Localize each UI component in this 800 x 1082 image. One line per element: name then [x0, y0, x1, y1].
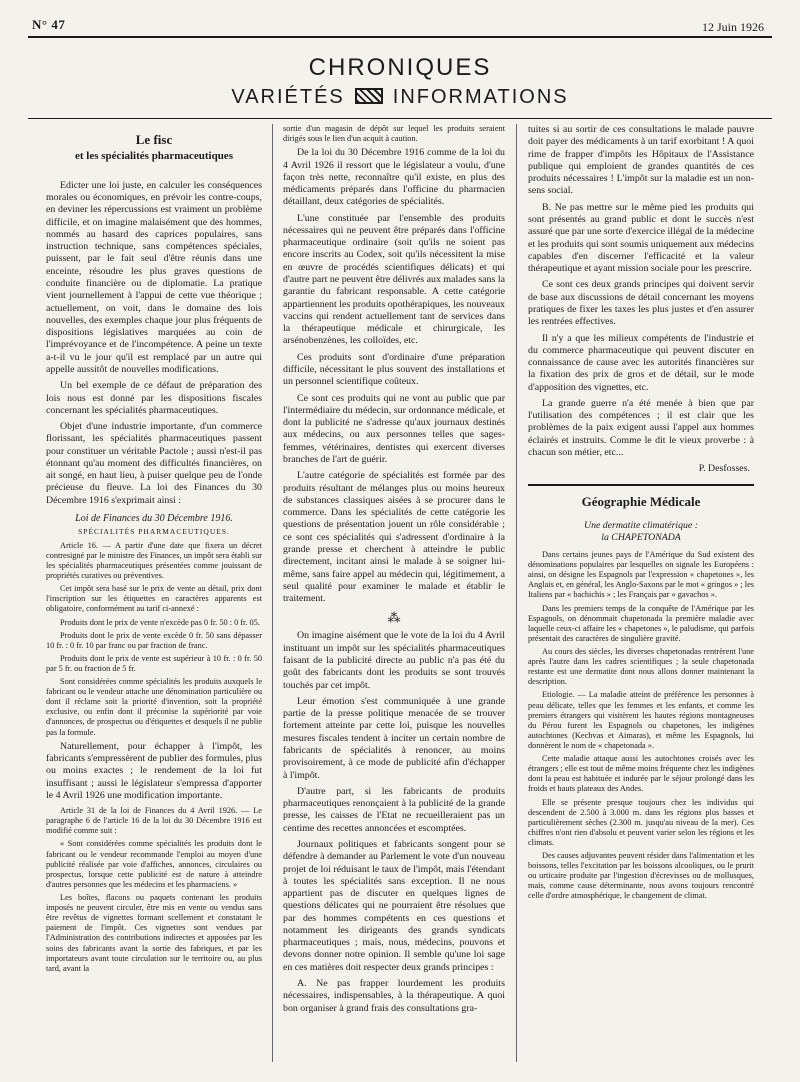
law-paragraph: sortie d'un magasin de dépôt sur lequel les produits seraient dirigés sous le lien d'un acquit à caution.	[283, 124, 505, 144]
column-2	[283, 124, 505, 1062]
issue-number: N° 47	[32, 17, 66, 32]
ornament-icon	[355, 88, 383, 104]
masthead-title: CHRONIQUES	[308, 54, 492, 81]
author-signature: P. Desfosses.	[698, 463, 750, 475]
article-subtitle: et les spécialités pharmaceutiques	[75, 150, 233, 163]
issue-date: 12 Juin 1926	[701, 20, 764, 34]
paragraph: Ce sont ces produits qui ne vont au public que par l'intermédiaire du médecin, sur ordonnance médicale, et dont la publicité ne s'adresse qu'aux journaux destinés aux médecins, ou aux personnes telles que sages-femmes, vétérinaires, dentistes qui exercent diverses branches de l'art de guérir.	[283, 392, 505, 465]
paragraph: Ce sont ces deux grands principes qui doivent servir de base aux discussions de détail concernant les moyens pratiques de fixer les taxes les plus justes et d'en assurer les rentrées effectives.	[528, 279, 754, 328]
section-break-stars: ⁂	[387, 610, 401, 626]
article-title: Le fisc	[135, 132, 173, 147]
law-paragraph: Article 16. — A partir d'une date que fixera un décret contresigné par le ministre des Finances, un impôt sera établi sur les spécialités pharmaceutiques présentées comme jouissant de propriétés curatives ou préventives.	[46, 540, 262, 581]
paragraph: Elle se présente presque toujours chez les individus qui descendent de 2.500 à 3.000 m. dans les régions plus basses et particulièrement sèches (2.300 m. jusqu'au niveau de la mer). Ces chiffres n'ont rien d'absolu et peuvent varier selon les régions et les climats.	[528, 797, 754, 847]
law-paragraph: Sont considérées comme spécialités les produits auxquels le fabricant ou le vendeur attache une dénomination particulière ou dont il réclame soit la priorité d'invention, soit la propriété exclusive, ou enfin dont il préconise la supériorité par voie d'annonces, de prospectus ou d'étiquettes et desquels il ne publie pas la formule.	[46, 677, 262, 737]
paragraph: Il n'y a que les milieux compétents de l'industrie et du commerce pharmaceutique qui peuvent discuter en connaissance de cause avec les autorités financières sur la fixation des prix de gros et de détail, sur le mode d'apposition des vignettes, etc.	[528, 332, 754, 393]
law-subtitle: SPÉCIALITÉS PHARMACEUTIQUES.	[78, 527, 230, 537]
masthead-right-word: INFORMATIONS	[392, 86, 569, 108]
paragraph: On imagine aisément que le vote de la loi du 4 Avril instituant un impôt sur les spécialités pharmaceutiques faisant de la publicité directe au public n'a pas été du goût des fabricants dont les produits se sont trouvés touchés par cet impôt.	[283, 630, 505, 691]
paragraph: Au cours des siècles, les diverses chapetonadas rentrèrent l'une après l'autre dans les cadres scientifiques ; la seule chapetonada restante est une dermatite dont nous allons donner maintenant la description.	[528, 646, 754, 687]
paragraph: Journaux politiques et fabricants songent pour se défendre à demander au Parlement le vote d'un nouveau projet de loi réduisant le taux de l'impôt, mais l'étendant à toutes les spécialités sans exception. Il ne nous appartient pas de discuter en quelques lignes de questions délicates qui ne pourraient être résolues que par des hommes compétents en ces questions et notamment les dirigeants des grands syndicats pharmaceutiques ; mais, nous, médecins, pouvons et devons donner notre opinion. Il semble qu'une loi sage en ces matières doit respecter deux grands principes :	[283, 838, 505, 973]
masthead-subtitle	[0, 86, 800, 109]
law-paragraph: Produits dont le prix de vente est supérieur à 10 fr. : 0 fr. 50 par 5 fr. ou fraction de 5 fr.	[46, 653, 262, 673]
article-body	[528, 550, 754, 902]
paragraph: L'une constituée par l'ensemble des produits nécessaires qui ne peuvent être préparés dans l'officine pharmaceutique ordinaire (soit qu'ils ne soient pas encore inscrits au Codex, soit qu'ils nécessitent la mise en œuvre de procédés scientifiques délicats) et qui d'autre part ne peuvent être délivrés aux malades sans la garantie du fabricant responsable. A cette catégorie appartiennent les produits opothérapiques, les nouveaux vaccins qui rendent actuellement tant de services dans la thérapeutique médicale et chirurgicale, les arsénobenzènes, les colloïdes, etc.	[283, 212, 505, 347]
paragraph: Objet d'une industrie importante, d'un commerce florissant, les spécialités pharmaceutiques passent pour constituer un véritable Pactole ; aussi n'est-il pas étonnant qu'au moment des difficultés financières, on ait songé, en haut lieu, à puiser quelque peu de l'onde précieuse du fleuve. La loi des Finances du 30 Décembre 1916 s'exprimait ainsi :	[46, 421, 262, 506]
column-divider	[516, 124, 517, 1062]
paragraph: Edicter une loi juste, en calculer les conséquences morales ou économiques, en prévoir les contre-coups, en deviner les répercussions est vraiment un problème difficile, et on imagine malaisément que des hommes, nommés au hasard des caprices populaires, sans instruction technique, sans compétences spéciales, puissent, par le fait seul d'être réunis dans une enceinte, résoudre les plus graves questions de conduite financière ou de diplomatie. La pratique vient journellement à l'appui de cette vue théorique ; actuellement, on voit, dans le domaine des lois nouvelles, des exemples chaque jour plus fréquents de dispositions législatives marquées au coin de l'imprévoyance et de l'incompétence. A peine un texte a-t-il vu le jour qu'il est remplacé par un autre qui appelle aussitôt de nouvelles modifications.	[46, 179, 262, 375]
paragraph: Un bel exemple de ce défaut de préparation des lois nous est donné par les dispositions fiscales concernant les spécialités pharmaceutiques.	[46, 380, 262, 416]
paragraph: tuites si au sortir de ces consultations le malade pauvre doit payer des médicaments à un tarif exorbitant ! A quoi rime de frapper d'impôts les Hôpitaux de l'Assistance publique qui emploient de grandes quantités de ces produits nécessaires ! L'impôt sur la maladie est un non-sens social.	[528, 124, 754, 197]
paragraph: A. Ne pas frapper lourdement les produits nécessaires, indispensables, à la thérapeutique. A quoi bon organiser à grand frais des consultations gra-	[283, 978, 505, 1014]
paragraph: Leur émotion s'est communiquée à une grande partie de la presse politique menacée de se trouver fortement atteinte par cette loi, puisque les nouvelles mesures fiscales tendent à inciter un certain nombre de fabricants de spécialités à renoncer, au moins provisoirement, à ce mode de publicité afin d'échapper à l'impôt.	[283, 695, 505, 781]
column-1	[46, 124, 262, 1062]
law-paragraph: Produits dont le prix de vente n'excède pas 0 fr. 50 : 0 fr. 05.	[60, 617, 260, 627]
paragraph: Naturellement, pour échapper à l'impôt, les fabricants s'empressèrent de publier des formules, plus ou moins exactes ; le rendement de la loi fut insuffisant ; aussi le législateur s'empressa d'apporter le 4 Avril 1926 une modification importante.	[46, 740, 262, 801]
paragraph: Etiologie. — La maladie atteint de préférence les personnes à peau délicate, telles que les femmes et les enfants, et comme les premiers étrangers qui visitèrent les hautes régions montagneuses du Pérou furent les Espagnols ou chapetones, les indigènes autochtones (Kechvas et Aimaras), et même les Espagnols, lui donnèrent le nom de « chapetonada ».	[528, 690, 754, 750]
paragraph: L'autre catégorie de spécialités est formée par des produits résultant de mélanges plus ou moins heureux de substances classiques aisées à se procurer dans le commerce. Dans les spécialités de cette catégorie les questions de présentation jouent un rôle considérable ; ce sont ces spécialités qui s'adressent d'ordinaire à la grande presse et cherchent à atteindre le public directement, incitant ainsi le malade à se soigner lui-même, sans faire appel au médecin qui, légitimement, a seul qualité pour examiner le malade et établir le traitement.	[283, 470, 505, 605]
paragraph: Ces produits sont d'ordinaire d'une préparation difficile, nécessitant le plus souvent des installations et un personnel scientifique coûteux.	[283, 351, 505, 388]
masthead-left-word: VARIÉTÉS	[231, 86, 345, 108]
law-paragraph: Produits dont le prix de vente excède 0 fr. 50 sans dépasser 10 fr. : 0 fr. 10 par franc ou par fraction de franc.	[46, 630, 262, 650]
paragraph: Dans les premiers temps de la conquête de l'Amérique par les Espagnols, on dénommait chapetonada la première maladie avec laquelle ceux-ci affaire les « chapetones », le paludisme, qui parfois présentait des caractères de singulière gravité.	[528, 603, 754, 643]
article-subtitle: la CHAPETONADA	[601, 531, 681, 543]
column-3	[528, 124, 754, 1062]
article-subtitle: Une dermatite climatérique :	[584, 519, 698, 531]
paragraph: De la loi du 30 Décembre 1916 comme de la loi du 4 Avril 1926 il ressort que le législateur a voulu, d'une façon très nette, reconnaître qu'il existe, en plus des médicaments préparés dans l'officine du pharmacien détaillant, deux catégories de spécialités.	[283, 147, 505, 208]
section-rule	[528, 484, 754, 486]
paragraph: La grande guerre n'a été menée à bien que par l'utilisation des compétences ; il est clair que les problèmes de la paix exigent aussi l'appel aux hommes éclairés et instruits. Comme le dit le vieux proverbe : à chacun son métier, etc...	[528, 397, 754, 459]
paragraph: Cette maladie attaque aussi les autochtones croisés avec les étrangers ; elle est tout de même moins fréquente chez les indigènes dont la peau est habituée et indurée par le séjour prolongé dans les froids et hauts plateaux des Andes.	[528, 754, 754, 794]
paragraph: Des causes adjuvantes peuvent résider dans l'alimentation et les boissons, telles l'excitation par les boissons alcooliques, ou le prurit ou urticaire produite par l'ingestion d'écrevisses ou de mollusques, mais, comme cause déterminante, nous avons toujours rencontré celle d'ordre atmosphérique, le changement de climat.	[528, 851, 754, 901]
masthead-rule	[28, 118, 772, 119]
law-paragraph: « Sont considérées comme spécialités les produits dont le fabricant ou le vendeur recommande l'emploi au moyen d'une publicité réalisée par voie d'affiches, annonces, circulaires ou prospectus, lorsque cette publicité est de nature à atteindre d'autres personnes que les médecins et les pharmaciens. »	[46, 839, 262, 889]
header-rule	[28, 36, 772, 38]
law-paragraph: Cet impôt sera basé sur le prix de vente au détail, prix dont l'inscription sur les étiquettes en caractères apparents est obligatoire, conformément au tarif ci-annexé :	[46, 584, 262, 614]
law-text	[46, 541, 262, 738]
law-text	[283, 124, 505, 144]
law-paragraph: Article 31 de la loi de Finances du 4 Avril 1926. — Le paragraphe 6 de l'article 16 de la loi du 30 Décembre 1916 est modifié comme suit :	[46, 806, 262, 836]
law-text	[46, 806, 262, 974]
law-title: Loi de Finances du 30 Décembre 1916.	[75, 513, 233, 525]
paragraph: B. Ne pas mettre sur le même pied les produits qui sont présentés au grand public et dont le succès n'est assuré que par une sorte d'exercice illégal de la médecine et les produits qui sont soumis uniquement aux médecins capables d'en discerner l'efficacité et la valeur thérapeutique et ayant mission sociale pour les prescrire.	[528, 201, 754, 275]
law-paragraph: Les boîtes, flacons ou paquets contenant les produits imposés ne peuvent circuler, être mis en vente ou vendus sans être revêtus de vignettes formant scellement et constatant le paiement de l'impôt. Ces vignettes sont vendues par l'Administration des contributions indirectes et apposées par les soins des fabricants avant la sortie des fabriques, et par les importateurs avant toute circulation sur le territoire ou, au plus tard, avant la	[46, 892, 262, 973]
paragraph: Dans certains jeunes pays de l'Amérique du Sud existent des dénominations populaires par lesquelles on signale les Européens : ainsi, on désigne les Espagnols par l'expression « chapetones », les Anglais et, en général, les Anglo-Saxons par le mot « gringos » ; les Italiens par « bachichis » ; les Français par « gavachos ».	[528, 549, 754, 600]
article-title: Géographie Médicale	[581, 493, 701, 509]
column-divider	[272, 124, 273, 1062]
paragraph: D'autre part, si les fabricants de produits pharmaceutiques renonçaient à la publicité de la grande presse, les caisses de l'Etat ne recueilleraient pas un centime des recettes annoncées et escomptées.	[283, 785, 505, 834]
